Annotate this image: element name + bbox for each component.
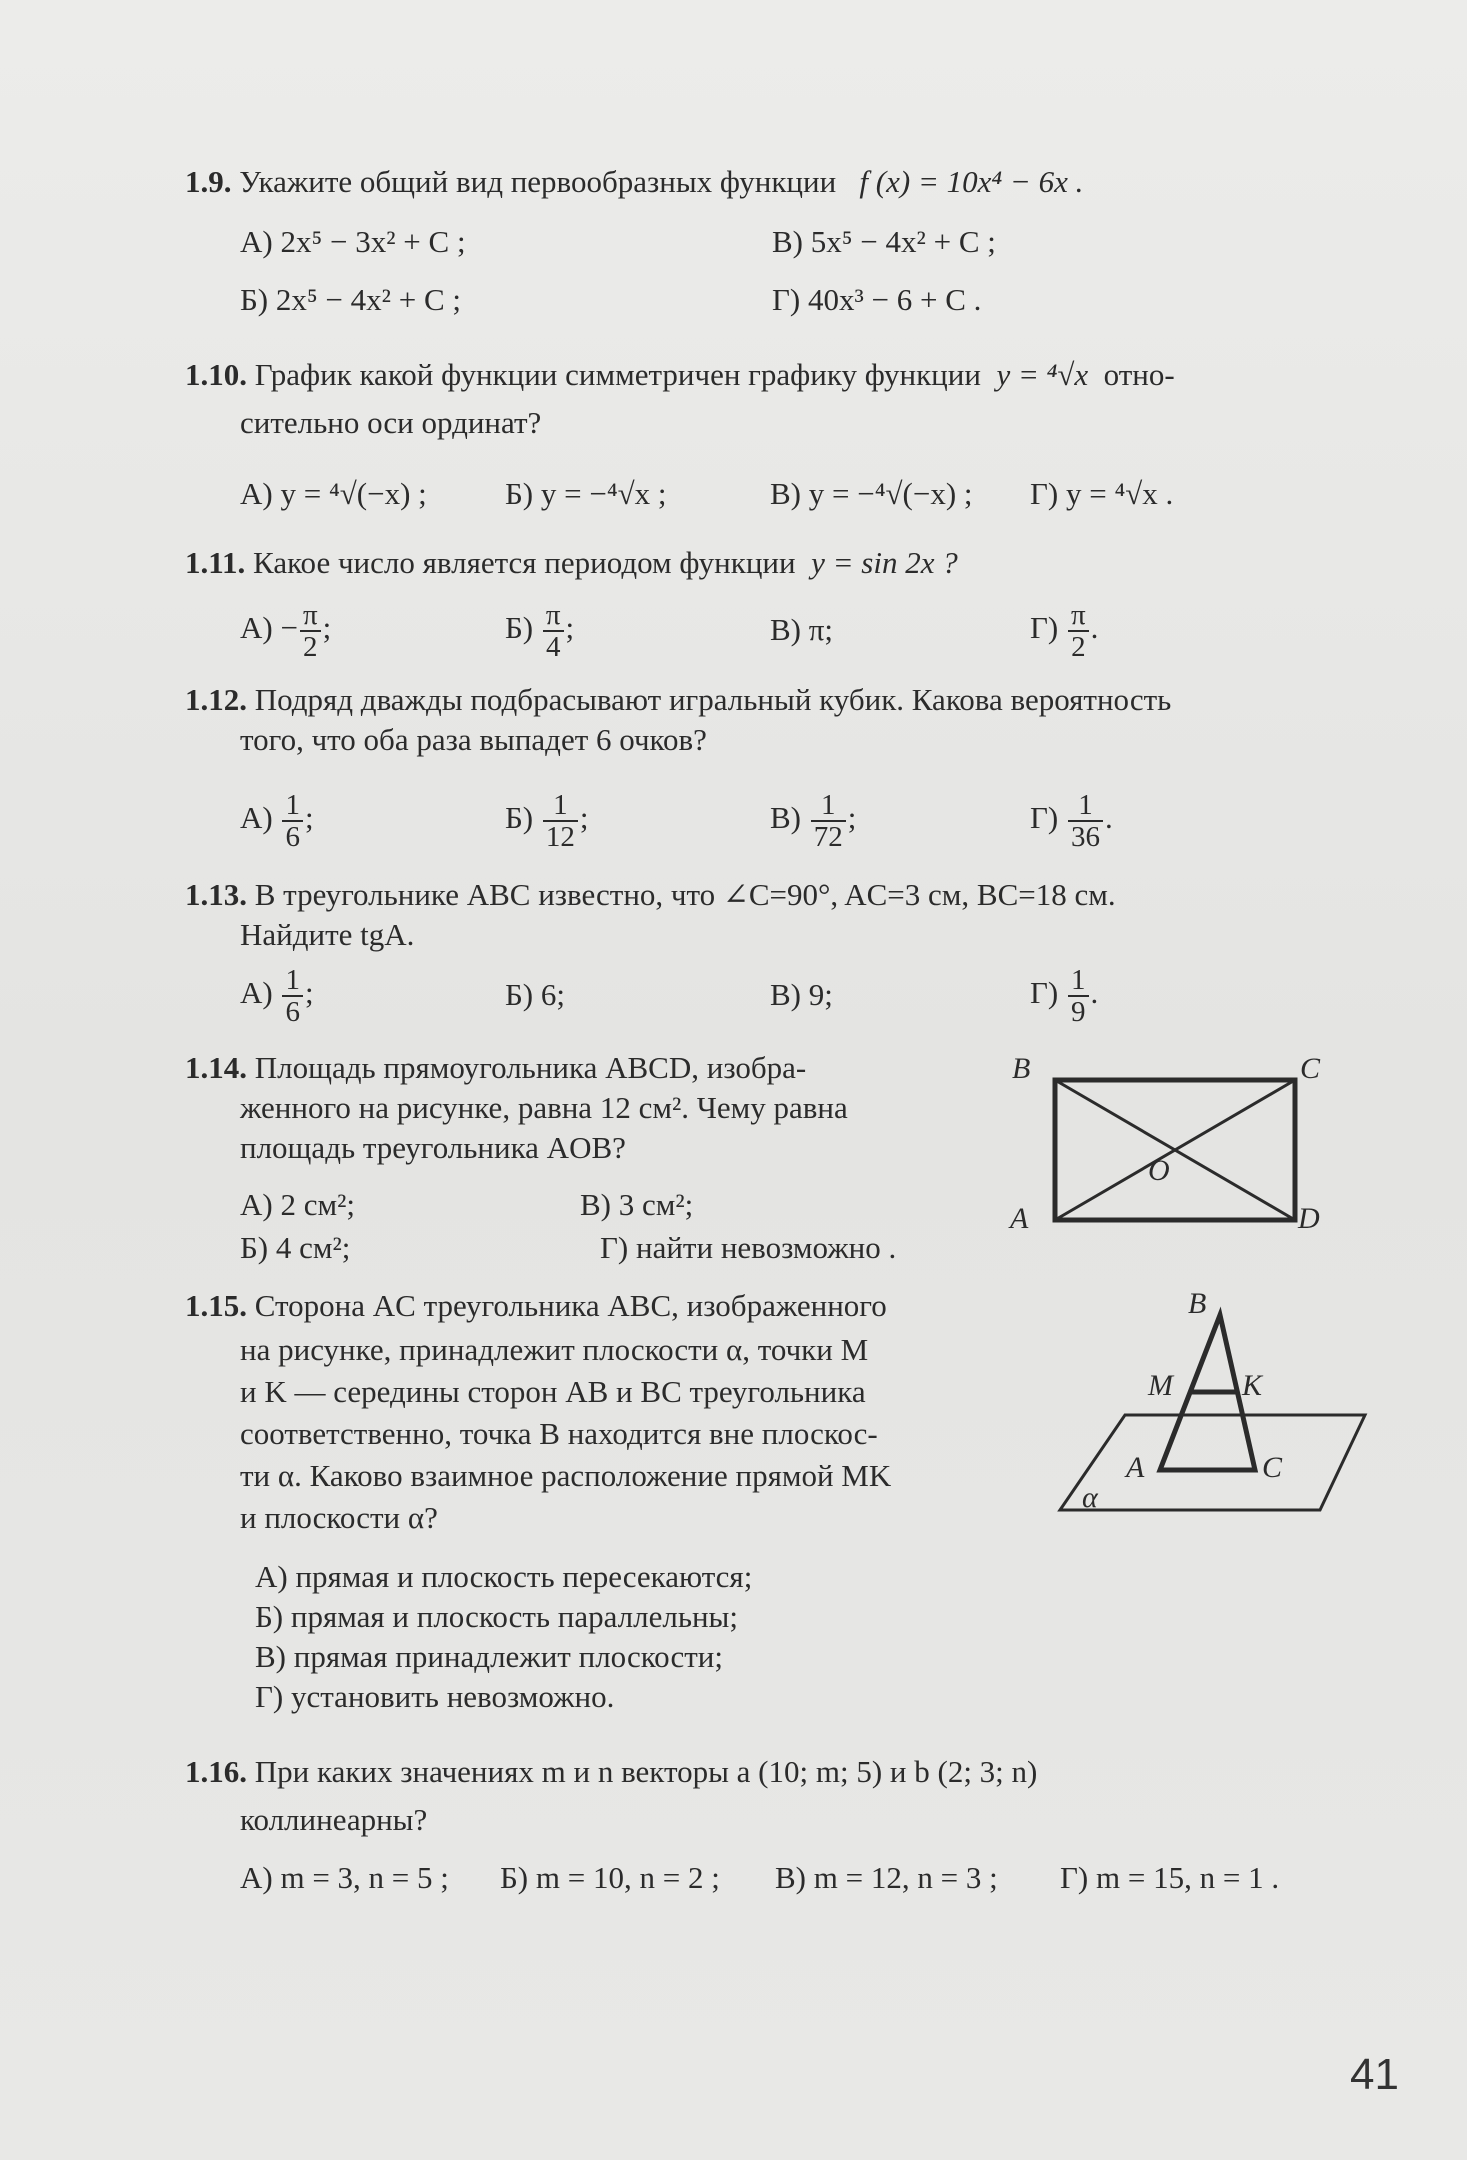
question-text-line2: женного на рисунке, равна 12 см². Чему равна bbox=[240, 1090, 848, 1125]
answer-b: Б) y = −⁴√x ; bbox=[505, 476, 667, 511]
question-number: 1.10. bbox=[185, 357, 247, 392]
question-text-line5: ти α. Каково взаимное расположение прямой MK bbox=[240, 1458, 892, 1493]
answer-g: Г) 40x³ − 6 + C . bbox=[772, 282, 982, 317]
question-text-line6: и плоскости α? bbox=[240, 1500, 438, 1535]
formula: y = ⁴√x bbox=[996, 357, 1089, 392]
question-text: В треугольнике ABC известно, что ∠C=90°, AC=3 см, BC=18 см. bbox=[254, 877, 1116, 912]
answer-a: А) m = 3, n = 5 ; bbox=[240, 1860, 449, 1895]
question-number: 1.13. bbox=[185, 877, 247, 912]
question-text-line2: сительно оси ординат? bbox=[240, 405, 542, 440]
answer-g: Г) $\frac{1}{36}$ . bbox=[1030, 789, 1113, 853]
answer-v: В) π; bbox=[770, 612, 834, 647]
vertex-label-d: D bbox=[1298, 1202, 1320, 1230]
vertex-label-k: K bbox=[1242, 1369, 1263, 1402]
question-text-line4: соответственно, точка B находится вне плоскос- bbox=[240, 1416, 878, 1451]
question-number: 1.9. bbox=[185, 164, 232, 199]
vertex-label-a: A bbox=[1126, 1451, 1145, 1484]
rectangle-figure bbox=[1000, 1050, 1340, 1230]
question-1-14 bbox=[185, 1048, 806, 1088]
answer-label: Г) bbox=[1030, 610, 1059, 646]
answer-label: Б) bbox=[505, 610, 534, 646]
question-text-line2: на рисунке, принадлежит плоскости α, точки M bbox=[240, 1332, 869, 1367]
plane-label-alpha: α bbox=[1082, 1481, 1098, 1514]
answer-v: В) $\frac{1}{72}$ ; bbox=[770, 789, 857, 853]
answer-label: А) − bbox=[240, 610, 298, 646]
answer-b: Б) 6; bbox=[505, 977, 565, 1012]
question-number: 1.11. bbox=[185, 545, 246, 580]
answer-g: Г) $\frac{1}{9}$ . bbox=[1030, 964, 1099, 1028]
question-number: 1.14. bbox=[185, 1050, 247, 1085]
question-text: График какой функции симметричен графику функции bbox=[254, 357, 981, 392]
question-1-9 bbox=[185, 162, 1083, 202]
question-text: Подряд дважды подбрасывают игральный кубик. Какова вероятность bbox=[254, 682, 1172, 717]
fraction: $\frac{\pi}{4}$ bbox=[543, 600, 564, 662]
question-text: При каких значениях m и n векторы a (10; m; 5) и b (2; 3; n) bbox=[254, 1754, 1038, 1789]
answer-v: В) 5x⁵ − 4x² + C ; bbox=[772, 224, 996, 259]
answer-g: Г) установить невозможно. bbox=[255, 1679, 615, 1714]
vertex-label-b: B bbox=[1012, 1052, 1031, 1085]
question-text-line2: Найдите tgA. bbox=[240, 917, 415, 952]
formula: f (x) = 10x⁴ − 6x . bbox=[859, 164, 1084, 199]
answer-a: А) y = ⁴√(−x) ; bbox=[240, 476, 427, 511]
question-text-line2: того, что оба раза выпадет 6 очков? bbox=[240, 722, 707, 757]
answer-v: В) 3 см²; bbox=[580, 1187, 694, 1222]
answer-g: Г) m = 15, n = 1 . bbox=[1060, 1860, 1280, 1895]
question-1-11 bbox=[185, 543, 958, 583]
vertex-label-b: B bbox=[1188, 1287, 1207, 1320]
fraction: $\frac{1}{36}$ bbox=[1068, 790, 1103, 852]
answer-b: Б) прямая и плоскость параллельны; bbox=[255, 1599, 738, 1634]
formula: y = sin 2x ? bbox=[811, 545, 958, 580]
question-number: 1.12. bbox=[185, 682, 247, 717]
question-text: Площадь прямоугольника ABCD, изобра- bbox=[254, 1050, 807, 1085]
answer-g: Г) найти невозможно . bbox=[600, 1230, 897, 1265]
question-text-line2: коллинеарны? bbox=[240, 1802, 428, 1837]
answer-a: А) прямая и плоскость пересекаются; bbox=[255, 1559, 753, 1594]
answer-b: Б) $\frac{\pi}{4}$ ; bbox=[505, 599, 575, 663]
question-text-tail: отно- bbox=[1103, 357, 1175, 392]
answer-b: Б) $\frac{1}{12}$ ; bbox=[505, 789, 589, 853]
question-text-line3: и K — середины сторон AB и BC треугольника bbox=[240, 1374, 866, 1409]
answer-v: В) прямая принадлежит плоскости; bbox=[255, 1639, 723, 1674]
answer-a: А) 2x⁵ − 3x² + C ; bbox=[240, 224, 466, 259]
answer-g: Г) $\frac{\pi}{2}$ . bbox=[1030, 599, 1099, 663]
vertex-label-o: O bbox=[1148, 1154, 1170, 1187]
answer-a: А) − $\frac{\pi}{2}$ ; bbox=[240, 599, 332, 663]
vertex-label-c: C bbox=[1300, 1052, 1321, 1085]
question-number: 1.15. bbox=[185, 1288, 247, 1323]
answer-g: Г) y = ⁴√x . bbox=[1030, 476, 1174, 511]
answer-a: А) $\frac{1}{6}$ ; bbox=[240, 964, 314, 1028]
question-1-12 bbox=[185, 680, 1335, 720]
question-text: Сторона AC треугольника ABC, изображенного bbox=[254, 1288, 887, 1323]
fraction: $\frac{1}{9}$ bbox=[1068, 965, 1089, 1027]
vertex-label-m: M bbox=[1148, 1369, 1173, 1402]
plane-triangle-figure bbox=[1030, 1285, 1380, 1525]
plane-alpha bbox=[1060, 1415, 1365, 1510]
page-number: 41 bbox=[1350, 2050, 1399, 2099]
vertex-label-c: C bbox=[1262, 1451, 1283, 1484]
answer-b: Б) 2x⁵ − 4x² + C ; bbox=[240, 282, 461, 317]
answer-v: В) y = −⁴√(−x) ; bbox=[770, 476, 973, 511]
question-1-13 bbox=[185, 875, 1335, 915]
question-text: Какое число является периодом функции bbox=[253, 545, 796, 580]
fraction: $\frac{1}{6}$ bbox=[282, 790, 303, 852]
question-number: 1.16. bbox=[185, 1754, 247, 1789]
answer-v: В) 9; bbox=[770, 977, 833, 1012]
question-1-16 bbox=[185, 1752, 1037, 1792]
fraction: $\frac{1}{12}$ bbox=[543, 790, 578, 852]
answer-a: А) $\frac{1}{6}$ ; bbox=[240, 789, 314, 853]
question-1-15 bbox=[185, 1286, 887, 1326]
fraction: $\frac{\pi}{2}$ bbox=[300, 600, 321, 662]
answer-v: В) m = 12, n = 3 ; bbox=[775, 1860, 998, 1895]
question-text-line3: площадь треугольника AOB? bbox=[240, 1130, 626, 1165]
question-text: Укажите общий вид первообразных функции bbox=[239, 164, 837, 199]
vertex-label-a: A bbox=[1010, 1202, 1029, 1230]
answer-a: А) 2 см²; bbox=[240, 1187, 355, 1222]
fraction: $\frac{1}{6}$ bbox=[282, 965, 303, 1027]
fraction: $\frac{\pi}{2}$ bbox=[1068, 600, 1089, 662]
fraction: $\frac{1}{72}$ bbox=[811, 790, 846, 852]
answer-b: Б) m = 10, n = 2 ; bbox=[500, 1860, 720, 1895]
question-1-10 bbox=[185, 355, 1335, 395]
answer-b: Б) 4 см²; bbox=[240, 1230, 351, 1265]
